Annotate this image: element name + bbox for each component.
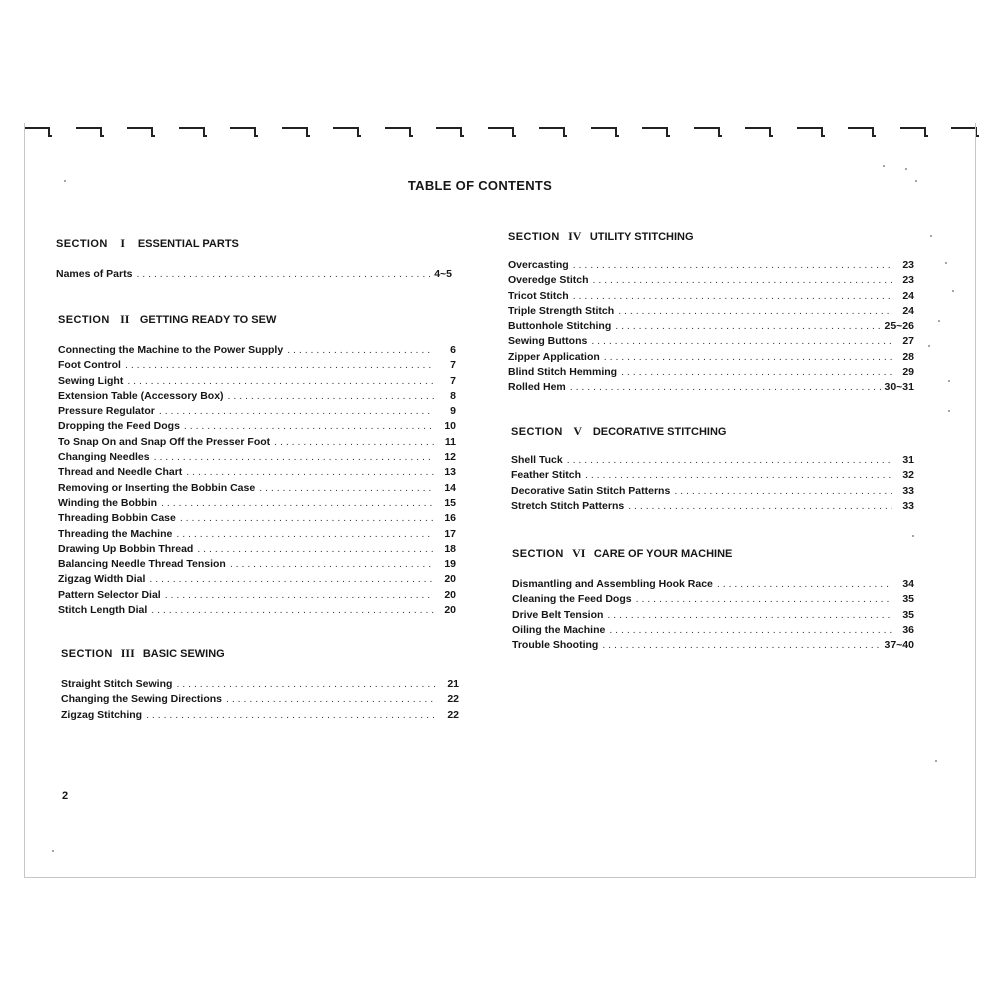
scan-speck (52, 850, 54, 852)
toc-entry-label: Rolled Hem (508, 381, 566, 394)
dot-leader (161, 497, 434, 509)
dot-leader (609, 624, 892, 636)
toc-entry-label: Winding the Bobbin (58, 496, 158, 509)
dot-leader (274, 436, 434, 448)
toc-entry-label: Pressure Regulator (58, 405, 155, 418)
dot-leader (228, 390, 434, 402)
toc-entry-page: 8 (450, 389, 456, 402)
toc-entry-page: 20 (444, 573, 456, 586)
scan-speck (945, 262, 947, 264)
toc-entry-label: Changing the Sewing Directions (61, 693, 223, 706)
toc-entries (508, 259, 914, 397)
toc-entry-page: 14 (444, 481, 456, 494)
dot-leader (259, 482, 434, 494)
dot-leader (604, 351, 892, 363)
scan-speck (905, 168, 907, 170)
toc-entry-label: Dismantling and Assembling Hook Race (512, 578, 713, 590)
toc-entry-label: Blind Stitch Hemming (508, 366, 618, 379)
section-label: SECTION (508, 231, 560, 243)
dot-leader (602, 639, 880, 651)
toc-section-3 (61, 646, 459, 724)
dot-leader (159, 405, 434, 417)
dot-leader (607, 609, 892, 621)
toc-entry-page: 22 (447, 693, 459, 706)
dot-leader (717, 578, 892, 590)
toc-entry-page: 16 (444, 512, 456, 525)
toc-entry (58, 573, 456, 588)
toc-entry-page: 23 (902, 259, 914, 271)
toc-entries (56, 268, 452, 283)
toc-entry-label: Foot Control (58, 359, 121, 372)
toc-entry (56, 268, 452, 283)
toc-entry-label: Threading the Machine (58, 527, 173, 540)
scan-speck (912, 535, 914, 537)
toc-entry-label: Feather Stitch (511, 469, 582, 482)
toc-entry-page: 24 (902, 304, 914, 317)
toc-section-4 (508, 229, 914, 397)
toc-entry-page: 23 (902, 274, 914, 287)
toc-entry-page: 33 (902, 499, 914, 512)
toc-entries (61, 678, 459, 724)
dot-leader (621, 366, 892, 378)
dot-leader (151, 604, 434, 616)
section-title: UTILITY STITCHING (589, 231, 694, 243)
toc-entry-label: Changing Needles (58, 451, 150, 464)
toc-entry (508, 351, 914, 366)
toc-entry-page: 13 (444, 466, 456, 479)
toc-entry-page: 28 (902, 350, 914, 363)
toc-entry-label: Stitch Length Dial (58, 604, 148, 617)
dot-leader (136, 268, 430, 280)
toc-entry-page: 22 (447, 708, 459, 721)
toc-entry (58, 589, 456, 604)
toc-entry-page: 35 (902, 608, 914, 621)
toc-entry-label: Buttonhole Stitching (508, 320, 612, 333)
toc-entry (512, 639, 914, 654)
section-label: SECTION (512, 548, 564, 560)
toc-entry (508, 274, 914, 289)
toc-entry-page: 10 (444, 420, 456, 433)
toc-entry (58, 390, 456, 405)
toc-entry-label: Removing or Inserting the Bobbin Case (58, 481, 256, 494)
dot-leader (570, 381, 881, 393)
toc-entry-page: 36 (902, 623, 914, 636)
toc-entry-page: 37~40 (884, 639, 914, 652)
toc-entry-page: 34 (902, 578, 914, 590)
toc-entry (61, 709, 459, 724)
toc-entry (512, 593, 914, 608)
toc-entry (508, 335, 914, 350)
section-numeral: II (120, 312, 130, 326)
toc-entry-page: 20 (444, 588, 456, 601)
dot-leader (180, 512, 434, 524)
toc-entry-label: To Snap On and Snap Off the Presser Foot (58, 435, 271, 448)
toc-entry-page: 29 (902, 366, 914, 379)
toc-entry-label: Overedge Stitch (508, 274, 589, 287)
scan-speck (928, 345, 930, 347)
dot-leader (230, 558, 434, 570)
toc-entry-page: 12 (444, 451, 456, 464)
toc-entry-label: Cleaning the Feed Dogs (512, 593, 632, 606)
page-title: TABLE OF CONTENTS (407, 178, 553, 193)
toc-entry-page: 11 (444, 435, 456, 448)
section-numeral: IV (568, 229, 582, 243)
toc-entry-page: 27 (902, 335, 914, 348)
toc-entry-page: 9 (450, 405, 456, 418)
dot-leader (573, 259, 892, 271)
toc-entry-page: 24 (902, 289, 914, 302)
section-heading (56, 236, 452, 252)
scan-speck (948, 380, 950, 382)
toc-entry-label: Tricot Stitch (508, 289, 569, 302)
toc-entry-page: 30~31 (884, 381, 914, 394)
section-numeral: III (120, 646, 135, 660)
dot-leader (154, 451, 434, 463)
toc-entry (61, 678, 459, 693)
toc-entries (512, 578, 914, 654)
toc-section-6 (512, 546, 914, 654)
section-title: ESSENTIAL PARTS (137, 238, 239, 250)
toc-entry-page: 31 (902, 454, 914, 466)
toc-entry (58, 375, 456, 390)
toc-entry-page: 20 (444, 604, 456, 617)
toc-entry (508, 305, 914, 320)
toc-entry (58, 420, 456, 435)
scan-speck (915, 180, 917, 182)
dot-leader (149, 573, 434, 585)
toc-entry-label: Drawing Up Bobbin Thread (58, 542, 194, 555)
toc-entry-page: 6 (450, 344, 456, 356)
toc-entry-page: 15 (444, 496, 456, 509)
toc-entry-label: Sewing Light (58, 374, 124, 387)
toc-entry (508, 290, 914, 305)
scan-speck (935, 760, 937, 762)
toc-entry-label: Thread and Needle Chart (58, 466, 183, 479)
dot-leader (146, 709, 437, 721)
toc-entry (511, 454, 914, 469)
toc-entry (58, 359, 456, 374)
scan-speck (948, 410, 950, 412)
dot-leader (585, 469, 892, 481)
dot-leader (184, 420, 434, 432)
section-label: SECTION (58, 314, 110, 326)
section-title: GETTING READY TO SEW (139, 314, 277, 326)
toc-entry (508, 259, 914, 274)
toc-entry-page: 4~5 (434, 268, 452, 280)
toc-entry (58, 405, 456, 420)
toc-section-1 (56, 236, 452, 283)
toc-entry-label: Stretch Stitch Patterns (511, 499, 625, 512)
toc-entry-label: Triple Strength Stitch (508, 304, 615, 317)
toc-entry-label: Zipper Application (508, 350, 600, 363)
toc-entry-label: Straight Stitch Sewing (61, 678, 173, 690)
toc-entry (508, 366, 914, 381)
toc-entry (508, 381, 914, 396)
dot-leader (636, 593, 892, 605)
toc-entry-label: Pattern Selector Dial (58, 588, 161, 601)
toc-entry (58, 512, 456, 527)
toc-entry-label: Overcasting (508, 259, 569, 271)
toc-entries (58, 344, 456, 619)
scan-speck (952, 290, 954, 292)
scan-speck (938, 320, 940, 322)
section-title: DECORATIVE STITCHING (592, 426, 727, 438)
toc-entry-label: Shell Tuck (511, 454, 563, 466)
toc-entry (511, 469, 914, 484)
toc-entry (58, 604, 456, 619)
section-title: BASIC SEWING (142, 648, 225, 660)
toc-entry (508, 320, 914, 335)
section-title: CARE OF YOUR MACHINE (593, 548, 733, 560)
toc-entry-label: Dropping the Feed Dogs (58, 420, 180, 433)
toc-entry-page: 35 (902, 593, 914, 606)
toc-section-5 (511, 424, 914, 515)
toc-entry-label: Sewing Buttons (508, 335, 588, 348)
toc-entry-label: Extension Table (Accessory Box) (58, 389, 224, 402)
toc-entry-page: 19 (444, 558, 456, 571)
section-numeral: V (573, 424, 583, 438)
toc-entry-label: Connecting the Machine to the Power Supply (58, 344, 284, 356)
toc-entry-label: Decorative Satin Stitch Patterns (511, 484, 671, 497)
scan-speck (64, 180, 66, 182)
dot-leader (573, 290, 892, 302)
toc-entry-page: 18 (444, 542, 456, 555)
section-numeral: I (120, 236, 126, 250)
toc-entry (58, 558, 456, 573)
toc-entry (512, 624, 914, 639)
toc-entry (58, 466, 456, 481)
scan-speck (883, 165, 885, 167)
toc-entry-label: Balancing Needle Thread Tension (58, 558, 226, 571)
toc-entry (61, 693, 459, 708)
toc-entry-label: Names of Parts (56, 268, 133, 280)
toc-entry-label: Zigzag Stitching (61, 708, 143, 721)
dot-leader (615, 320, 880, 332)
section-heading (61, 646, 459, 662)
toc-entry (58, 528, 456, 543)
dot-leader (674, 485, 892, 497)
dot-leader (176, 528, 434, 540)
toc-entry (58, 344, 456, 359)
dot-leader (176, 678, 437, 690)
section-label: SECTION (56, 238, 108, 250)
toc-entry (58, 436, 456, 451)
toc-entry (58, 543, 456, 558)
toc-section-2 (58, 312, 456, 619)
dot-leader (197, 543, 434, 555)
page-number: 2 (62, 790, 69, 802)
dot-leader (591, 335, 892, 347)
toc-entry-label: Oiling the Machine (512, 623, 606, 636)
dot-leader (628, 500, 892, 512)
toc-entry-page: 25~26 (884, 320, 914, 333)
section-heading (58, 312, 456, 328)
dot-leader (186, 466, 434, 478)
toc-entry (511, 485, 914, 500)
toc-entry-page: 21 (447, 678, 459, 690)
toc-entry (58, 482, 456, 497)
toc-entry-page: 17 (444, 527, 456, 540)
toc-entry-page: 33 (902, 484, 914, 497)
toc-entry-page: 7 (450, 359, 456, 372)
section-heading (512, 546, 914, 562)
dot-leader (618, 305, 892, 317)
dot-leader (165, 589, 434, 601)
toc-entry-label: Threading Bobbin Case (58, 512, 176, 525)
section-label: SECTION (61, 648, 113, 660)
scan-speck (930, 235, 932, 237)
section-numeral: VI (572, 546, 586, 560)
dot-leader (125, 359, 434, 371)
toc-entries (511, 454, 914, 515)
dot-leader (127, 375, 434, 387)
toc-entry-label: Trouble Shooting (512, 639, 599, 652)
toc-entry (58, 497, 456, 512)
toc-entry (512, 578, 914, 593)
toc-entry-label: Drive Belt Tension (512, 608, 604, 621)
toc-entry-page: 32 (902, 469, 914, 482)
dot-leader (226, 693, 437, 705)
toc-entry (512, 609, 914, 624)
toc-entry (58, 451, 456, 466)
toc-entry-label: Zigzag Width Dial (58, 573, 146, 586)
section-heading (508, 229, 914, 245)
dot-leader (567, 454, 892, 466)
dot-leader (287, 344, 434, 356)
dot-leader (593, 274, 892, 286)
toc-entry-page: 7 (450, 374, 456, 387)
section-label: SECTION (511, 426, 563, 438)
section-heading (511, 424, 914, 440)
toc-entry (511, 500, 914, 515)
